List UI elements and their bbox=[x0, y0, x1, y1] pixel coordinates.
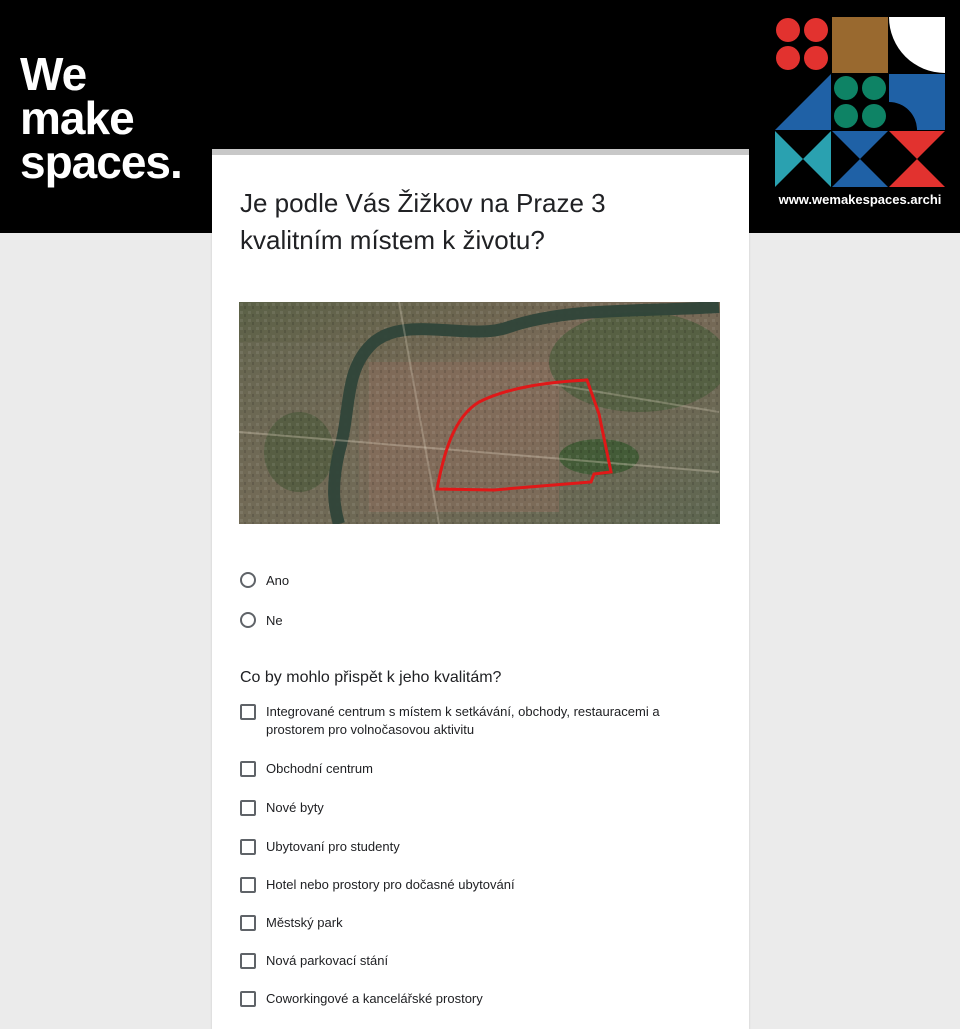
radio-label-ano: Ano bbox=[266, 572, 290, 588]
checkbox-icon[interactable] bbox=[240, 991, 256, 1007]
brand-line-2: make bbox=[20, 92, 134, 144]
geometric-shapes-logo-icon bbox=[775, 17, 945, 187]
checkbox-option[interactable] bbox=[240, 990, 710, 1008]
checkbox-label: Městský park bbox=[266, 915, 343, 930]
checkbox-option[interactable] bbox=[240, 703, 710, 739]
brand-wordmark bbox=[20, 48, 182, 188]
radio-circle-icon[interactable] bbox=[240, 612, 256, 628]
checkbox-option[interactable] bbox=[240, 760, 710, 778]
checkbox-icon[interactable] bbox=[240, 839, 256, 855]
checkbox-label: Obchodní centrum bbox=[266, 761, 373, 776]
checkbox-option[interactable] bbox=[240, 838, 710, 856]
checkbox-label: Hotel nebo prostory pro dočasné ubytování bbox=[266, 877, 515, 892]
brand-line-1: We bbox=[20, 48, 87, 100]
checkbox-icon[interactable] bbox=[240, 953, 256, 969]
form-card bbox=[212, 149, 749, 1029]
checkbox-icon[interactable] bbox=[240, 877, 256, 893]
radio-option-ano[interactable] bbox=[240, 570, 289, 590]
checkbox-icon[interactable] bbox=[240, 761, 256, 777]
checkbox-icon[interactable] bbox=[240, 800, 256, 816]
checkbox-label: Ubytovaní pro studenty bbox=[266, 839, 400, 854]
aerial-map-of-prague-zizkov-icon bbox=[239, 302, 720, 524]
question-title: Co by mohlo přispět k jeho kvalitám? bbox=[240, 669, 502, 686]
checkbox-label: Nové byty bbox=[266, 800, 324, 815]
checkbox-label: Integrované centrum s místem k setkávání, obchody, restauracemi a prostorem pro volnočasovou aktivitu bbox=[266, 704, 660, 737]
radio-label-ne: Ne bbox=[266, 612, 283, 628]
checkbox-label: Nová parkovací stání bbox=[266, 953, 389, 968]
checkbox-option[interactable] bbox=[240, 914, 710, 932]
radio-option-ne[interactable] bbox=[240, 610, 283, 630]
checkbox-option[interactable] bbox=[240, 952, 710, 970]
radio-circle-icon[interactable] bbox=[240, 572, 256, 588]
checkbox-label: Coworkingové a kancelářské prostory bbox=[266, 991, 483, 1006]
checkbox-option[interactable] bbox=[240, 876, 710, 894]
checkbox-icon[interactable] bbox=[240, 915, 256, 931]
checkbox-icon[interactable] bbox=[240, 704, 256, 720]
form-title: Je podle Vás Žižkov na Praze 3 kvalitním místem k životu? bbox=[240, 188, 606, 255]
brand-line-3: spaces. bbox=[20, 136, 182, 188]
site-url: www.wemakespaces.archi bbox=[778, 192, 942, 207]
checkbox-option[interactable] bbox=[240, 799, 710, 817]
